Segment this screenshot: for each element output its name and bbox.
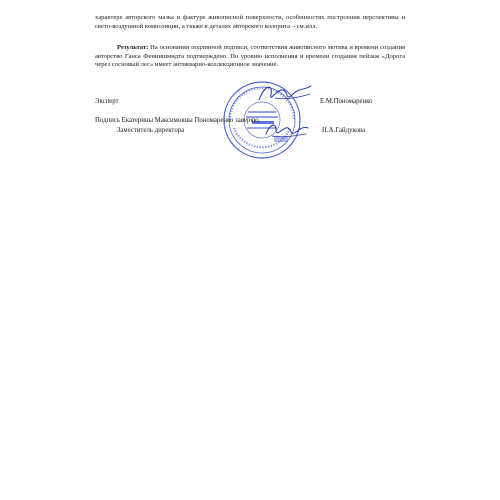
result-label: Результат: [117, 44, 149, 51]
expert-name: Е.М.Пономаренко [320, 98, 373, 105]
expert-label: Эксперт [95, 98, 119, 105]
expert-signature [255, 80, 315, 110]
deputy-signature [262, 116, 310, 142]
attestation-line: Подпись Екатерины Максимовны Пономаренко заверяю. [95, 117, 261, 124]
paragraph-analysis [95, 14, 405, 31]
deputy-name: Н.А.Гайдукова [322, 127, 365, 134]
deputy-label: Заместитель директора [117, 127, 185, 134]
paragraph-result [95, 44, 405, 70]
paragraph-analysis-text: характере авторского мазка и фактуре живописной поверхности, особенностях построения перспективы и свето-воздушной композиции, а также в деталях авторского колорита – см.илл. [95, 14, 405, 30]
result-text: На основании подлинной подписи, соответствия живописного мотива и времени создания авторство Ганса Фениншмидта подтверждено. По уровню исполнения и времени создания пейзаж «Дорога через сосновый лес» имеет антикварно-коллекционное значение. [95, 44, 406, 69]
